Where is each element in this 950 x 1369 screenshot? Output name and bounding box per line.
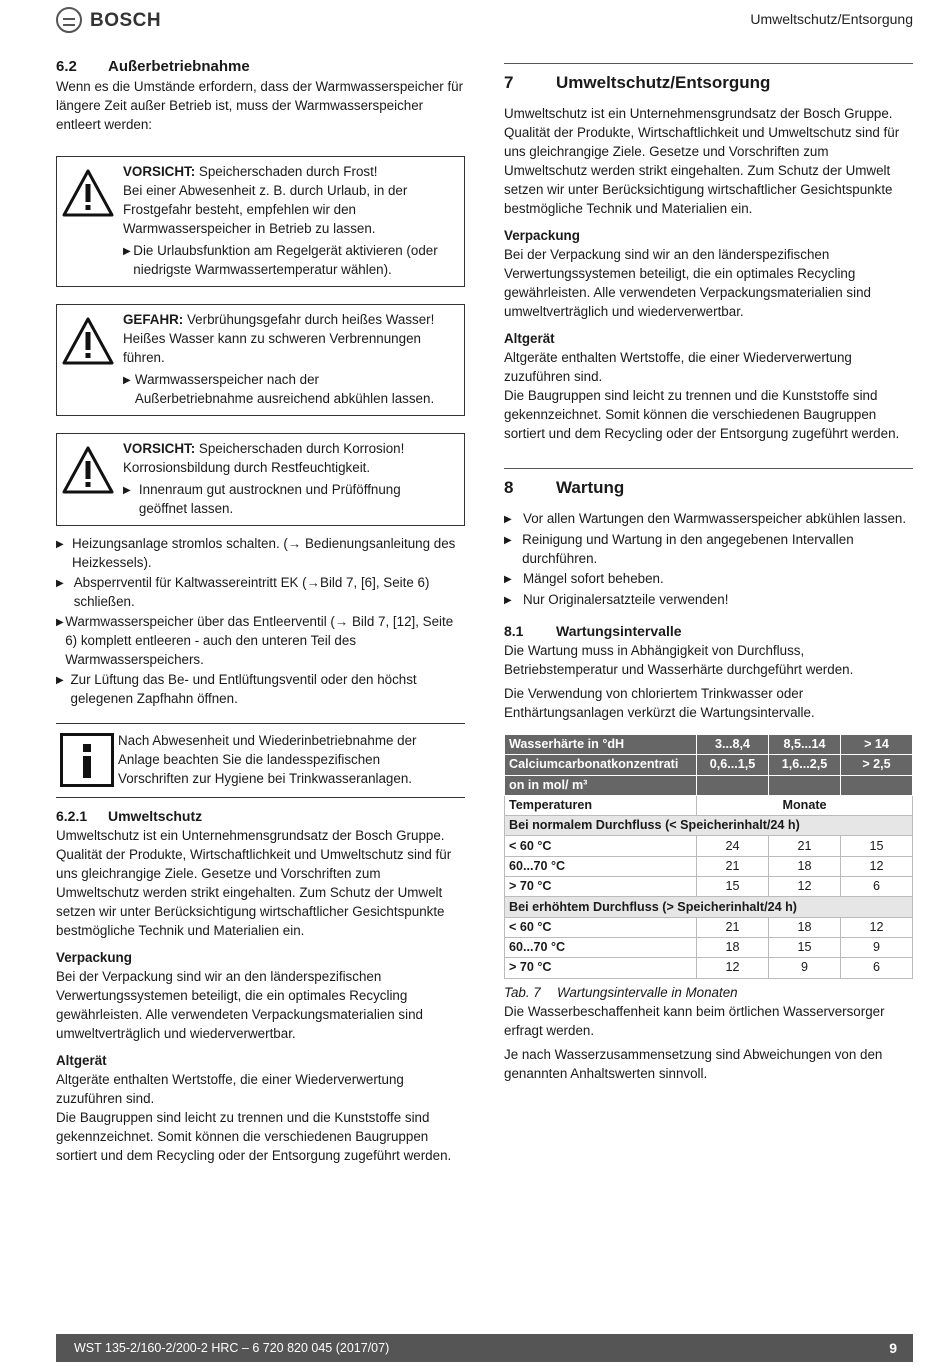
verpackung-heading: Verpackung <box>56 950 132 965</box>
warning-body: Heißes Wasser kann zu schweren Verbrennungen führen. <box>123 331 421 365</box>
table-caption: Tab. 7 Wartungsintervalle in Monaten <box>504 984 738 1000</box>
maintenance-interval-table <box>504 734 913 979</box>
altgeraet-heading: Altgerät <box>504 331 555 346</box>
arrow-bullet-icon: ▶ <box>123 375 131 386</box>
list-item: ▶ Mängel sofort beheben. <box>504 569 913 589</box>
altgeraet-body-1: Altgeräte enthalten Wertstoffe, die einer Wiederverwertung zuzuführen sind. <box>504 350 852 384</box>
section-8-1-heading: 8.1 Wartungsintervalle <box>504 623 682 639</box>
table-row: > 70 °C 12 9 6 <box>505 958 913 978</box>
warning-triangle-icon <box>57 310 119 408</box>
section-6-2-intro: Wenn es die Umstände erfordern, dass der Warmwasserspeicher für längere Zeit außer Betrieb ist, muss der Warmwasserspeicher entleert werden: <box>56 79 464 132</box>
warning-label: VORSICHT: <box>123 164 196 179</box>
arrow-bullet-icon: ▶ <box>123 485 131 496</box>
list-item: ▶ Vor allen Wartungen den Warmwasserspeicher abkühlen lassen. <box>504 509 913 529</box>
arrow-bullet-icon: ▶ <box>56 578 64 589</box>
verpackung-heading: Verpackung <box>504 228 580 243</box>
warning-headline: Speicherschaden durch Korrosion! <box>195 441 405 456</box>
warning-action: Warmwasserspeicher nach der Außerbetriebnahme ausreichend abkühlen lassen. <box>134 372 435 406</box>
arrow-bullet-icon: ▶ <box>504 595 512 606</box>
warning-box-corrosion <box>56 433 465 526</box>
table-row: < 60 °C 21 18 12 <box>505 917 913 937</box>
table-row: 60...70 °C 18 15 9 <box>505 937 913 957</box>
footer-doc-id: WST 135-2/160-2/200-2 HRC – 6 720 820 045 (2017/07) <box>74 1340 390 1355</box>
list-item: ▶ Warmwasserspeicher über das Entleerventil (→ Bild 7, [12], Seite 6) komplett entleeren - auch den unteren Teil des Warmwasserspeichers. <box>56 614 454 667</box>
warning-label: VORSICHT: <box>123 441 196 456</box>
warning-triangle-icon <box>57 439 119 518</box>
bosch-armature-icon <box>56 7 82 33</box>
section-8-1-p1: Die Wartung muss in Abhängigkeit von Durchfluss, Betriebstemperatur und Wasserhärte durchgeführt werden. <box>504 643 854 677</box>
altgeraet-body-2: Die Baugruppen sind leicht zu trennen und die Kunststoffe sind gekennzeichnet. Somit können die verschiedenen Baugruppen sortiert und dem Recycling oder der Entsorgung zugeführt werden. <box>504 388 900 441</box>
after-table-p2: Je nach Wasserzusammensetzung sind Abweichungen von den genannten Anhaltswerten sinnvoll. <box>504 1046 883 1081</box>
brand-name: BOSCH <box>90 9 162 31</box>
list-item: ▶ Heizungsanlage stromlos schalten. (→ Bedienungsanleitung des Heizkessels). <box>56 536 456 570</box>
warning-triangle-icon <box>57 162 119 279</box>
table-row: < 60 °C 24 21 15 <box>505 836 913 856</box>
wartung-list <box>504 509 913 610</box>
right-column <box>504 63 913 1083</box>
info-box-hygiene <box>56 723 465 798</box>
list-item: ▶ Reinigung und Wartung in den angegebenen Intervallen durchführen. <box>504 532 854 566</box>
warning-box-frost <box>56 156 465 287</box>
page-number: 9 <box>889 1339 897 1356</box>
header-section-title: Umweltschutz/Entsorgung <box>750 11 913 27</box>
warning-label: GEFAHR: <box>123 312 184 327</box>
section-6-2-heading: 6.2 Außerbetriebnahme <box>56 58 250 75</box>
arrow-bullet-icon: ▶ <box>504 535 512 546</box>
warning-headline: Speicherschaden durch Frost! <box>195 164 378 179</box>
warning-body: Korrosionsbildung durch Restfeuchtigkeit. <box>123 460 371 475</box>
table-group-row: Bei erhöhtem Durchfluss (> Speicherinhalt/24 h) <box>505 897 913 917</box>
section-7-heading: 7 Umweltschutz/Entsorgung <box>504 63 913 94</box>
info-text: Nach Abwesenheit und Wiederinbetriebnahme der Anlage beachten Sie die landesspezifischen Vorschriften zur Hygiene bei Trinkwasseranlagen. <box>118 733 417 786</box>
altgeraet-heading: Altgerät <box>56 1053 107 1068</box>
table-header-row: Wasserhärte in °dH 3...8,4 8,5...14 > 14 <box>505 735 913 755</box>
arrow-bullet-icon: ▶ <box>56 539 64 550</box>
section-8-1-p2: Die Verwendung von chloriertem Trinkwasser oder Enthärtungsanlagen verkürzt die Wartungsintervalle. <box>504 686 815 720</box>
page-footer <box>56 1334 913 1362</box>
arrow-bullet-icon: ▶ <box>123 246 131 257</box>
altgeraet-body-1: Altgeräte enthalten Wertstoffe, die einer Wiederverwertung zuzuführen sind. <box>56 1072 404 1106</box>
table-row: Temperaturen Monate <box>505 795 913 815</box>
warning-action: Die Urlaubsfunktion am Regelgerät aktivieren (oder niedrigste Warmwassertemperatur wählen). <box>133 243 438 277</box>
section-6-2-1-heading: 6.2.1 Umweltschutz <box>56 808 203 824</box>
info-icon <box>60 733 114 787</box>
table-header-row: on in mol/ m³ <box>505 775 913 795</box>
arrow-bullet-icon: ▶ <box>56 617 64 628</box>
table-row: > 70 °C 15 12 6 <box>505 877 913 897</box>
after-table-p1: Die Wasserbeschaffenheit kann beim örtlichen Wasserversorger erfragt werden. <box>504 1003 885 1038</box>
warning-body: Bei einer Abwesenheit z. B. durch Urlaub, in der Frostgefahr besteht, empfehlen wir den Warmwasserspeicher in Betrieb zu lassen. <box>123 183 408 236</box>
list-item: ▶ Nur Originalersatzteile verwenden! <box>504 590 913 610</box>
table-header-row: Calciumcarbonatkonzentrati 0,6...1,5 1,6...2,5 > 2,5 <box>505 755 913 775</box>
verpackung-body: Bei der Verpackung sind wir an den länderspezifischen Verwertungssystemen beteiligt, die ein optimales Recycling gewährleisten. Alle verwendeten Verpackungsmaterialien sind umweltverträglich und wiederverwertbar. <box>56 969 423 1041</box>
section-8-heading: 8 Wartung <box>504 468 913 499</box>
table-row: 60...70 °C 21 18 12 <box>505 856 913 876</box>
list-item: ▶ Absperrventil für Kaltwassereintritt EK (→Bild 7, [6], Seite 6) schließen. <box>56 575 430 609</box>
arrow-bullet-icon: ▶ <box>504 514 512 525</box>
shutdown-steps-list <box>56 534 465 708</box>
bosch-logo <box>56 7 161 33</box>
warning-action: Innenraum gut austrocknen und Prüföffnung geöffnet lassen. <box>138 482 401 516</box>
umweltschutz-body: Umweltschutz ist ein Unternehmensgrundsatz der Bosch Gruppe. Qualität der Produkte, Wirtschaftlichkeit und Umweltschutz sind für uns gleichrangige Ziele. Gesetze und Vorschriften zum Umweltschutz werden strikt eingehalten. Zum Schutz der Umwelt setzen wir unter Berücksichtigung wirtschaftlicher Gesichtspunkte bestmögliche Technik und Materialien ein. <box>56 828 452 938</box>
arrow-bullet-icon: ▶ <box>56 675 64 686</box>
verpackung-body: Bei der Verpackung sind wir an den länderspezifischen Verwertungssystemen beteiligt, die ein optimales Recycling gewährleisten. Alle verwendeten Verpackungsmaterialien sind umweltverträglich und wiederverwertbar. <box>504 247 871 319</box>
altgeraet-body-2: Die Baugruppen sind leicht zu trennen und die Kunststoffe sind gekennzeichnet. Somit können die verschiedenen Baugruppen sortiert und dem Recycling oder der Entsorgung zugeführt werden. <box>56 1110 452 1163</box>
table-group-row: Bei normalem Durchfluss (< Speicherinhalt/24 h) <box>505 816 913 836</box>
arrow-bullet-icon: ▶ <box>504 574 512 585</box>
warning-headline: Verbrühungsgefahr durch heißes Wasser! <box>183 312 435 327</box>
list-item: ▶ Zur Lüftung das Be- und Entlüftungsventil oder den höchst gelegenen Zapfhahn öffnen. <box>56 672 417 706</box>
left-column <box>56 57 465 1165</box>
section-7-body: Umweltschutz ist ein Unternehmensgrundsatz der Bosch Gruppe. Qualität der Produkte, Wirtschaftlichkeit und Umweltschutz sind für uns gleichrangige Ziele. Gesetze und Vorschriften zum Umweltschutz werden strikt eingehalten. Zum Schutz der Umwelt setzen wir unter Berücksichtigung wirtschaftlicher Gesichtspunkte bestmögliche Technik und Materialien ein. <box>504 106 900 216</box>
warning-box-scalding <box>56 304 465 416</box>
